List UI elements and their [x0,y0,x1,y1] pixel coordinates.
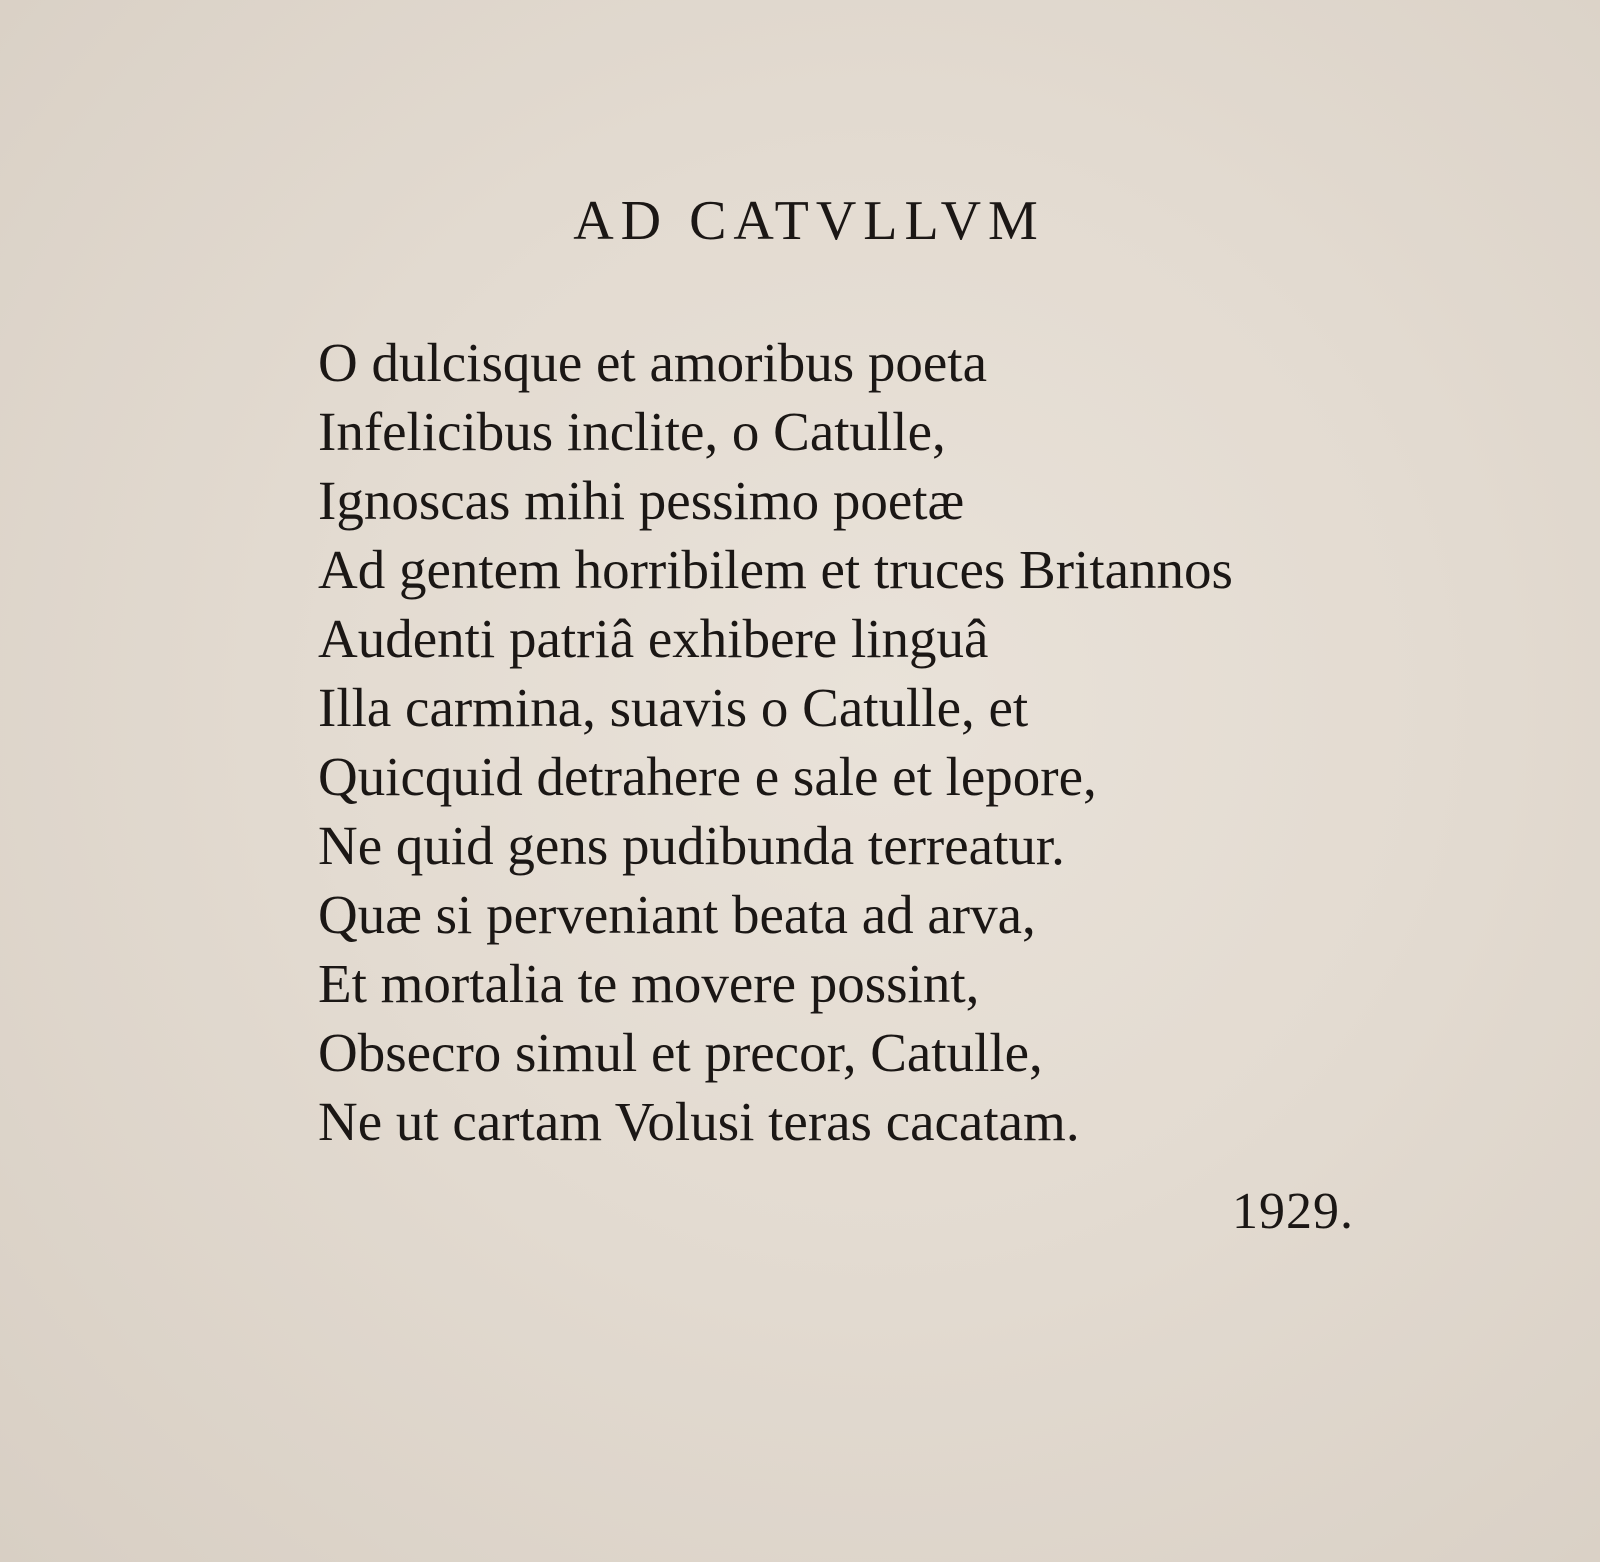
poem-body [318,328,1498,1156]
poem-line: Illa carmina, suavis o Catulle, et [318,677,1029,738]
poem-line: Audenti patriâ exhibere linguâ [318,608,989,669]
poem-line: Infelicibus inclite, o Catulle, [318,401,946,462]
poem-line: Et mortalia te movere possint, [318,953,980,1014]
poem-date: 1929. [1232,1183,1354,1240]
poem-line: Ignoscas mihi pessimo poetæ [318,470,965,531]
poem-title: AD CATVLLVM [573,190,1045,252]
poem-line: Obsecro simul et precor, Catulle, [318,1022,1043,1083]
poem-line: O dulcisque et amoribus poeta [318,332,987,393]
poem-line: Quæ si perveniant beata ad arva, [318,884,1036,945]
poem-line: Quicquid detrahere e sale et lepore, [318,746,1097,807]
poem-line: Ad gentem horribilem et truces Britannos [318,539,1233,600]
poem-line: Ne ut cartam Volusi teras cacatam. [318,1091,1080,1152]
poem-line: Ne quid gens pudibunda terreatur. [318,815,1065,876]
